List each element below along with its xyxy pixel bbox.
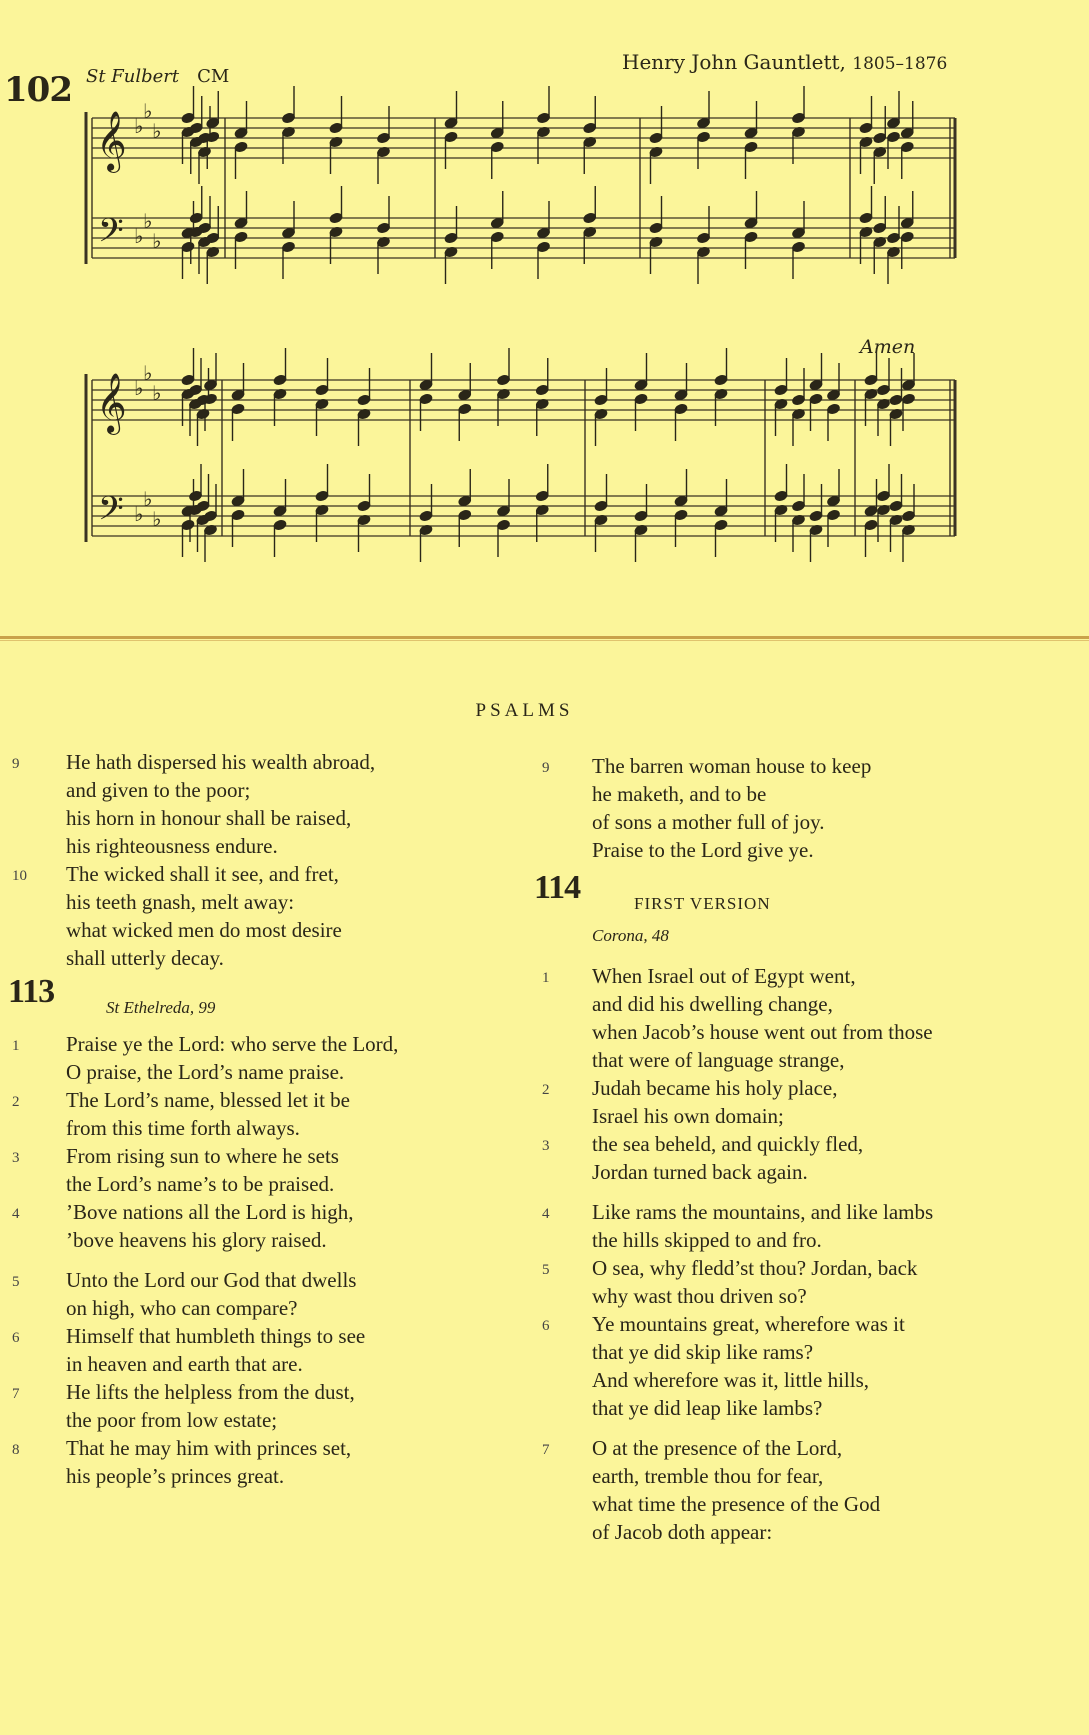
psalm113-continued (530, 752, 1089, 864)
psalm114-heading (530, 868, 1089, 918)
psalm112-continued (0, 748, 520, 972)
verse-line (0, 1142, 520, 1170)
psalm113-stanza-1 (0, 1030, 520, 1254)
verse-line (530, 1158, 1089, 1186)
verse-number: 1 (542, 970, 550, 986)
verse-text: of sons a mother full of joy. (592, 810, 825, 834)
verse-text: And wherefore was it, little hills, (592, 1368, 870, 1392)
verse-line (530, 1366, 1089, 1394)
verse-line (0, 748, 520, 776)
verse-text: his righteousness endure. (66, 834, 278, 858)
svg-text:♭: ♭ (143, 209, 153, 233)
verse-text: Ye mountains great, wherefore was it (592, 1312, 905, 1336)
verse-line (0, 804, 520, 832)
psalm114-tune: Corona, 48 (592, 926, 669, 945)
verse-text: Jordan turned back again. (592, 1160, 808, 1184)
verse-line (530, 752, 1089, 780)
psalm114-stanza-1 (530, 962, 1089, 1186)
verse-number: 2 (12, 1094, 20, 1110)
verse-line (530, 1226, 1089, 1254)
verse-line (530, 1490, 1089, 1518)
verse-text: Israel his own domain; (592, 1104, 784, 1128)
verse-line (0, 1378, 520, 1406)
svg-text:𝄢: 𝄢 (98, 212, 124, 258)
verse-number: 7 (542, 1442, 550, 1458)
verse-line (530, 1282, 1089, 1310)
svg-text:𝄞: 𝄞 (96, 111, 127, 171)
verse-line (530, 962, 1089, 990)
verse-text: Like rams the mountains, and like lambs (592, 1200, 934, 1224)
verse-number: 3 (12, 1150, 20, 1166)
tune-meter: CM (197, 66, 230, 87)
psalm113-tune: St Ethelreda, 99 (106, 998, 216, 1017)
music-score (0, 0, 1089, 600)
verse-line (530, 808, 1089, 836)
verse-line (530, 990, 1089, 1018)
verse-line (530, 1102, 1089, 1130)
hymn-number: 102 (4, 70, 72, 110)
svg-text:♭: ♭ (152, 119, 162, 143)
svg-text:♭: ♭ (152, 229, 162, 253)
verse-text: He hath dispersed his wealth abroad, (66, 750, 376, 774)
verse-number: 4 (12, 1206, 20, 1222)
verse-text: the Lord’s name’s to be praised. (66, 1172, 335, 1196)
verse-text: the poor from low estate; (66, 1408, 278, 1432)
psalm114-version: FIRST VERSION (634, 894, 771, 913)
verse-text: what time the presence of the God (592, 1492, 881, 1516)
psalm114-stanza-2 (530, 1198, 1089, 1422)
verse-number: 5 (542, 1262, 550, 1278)
verse-number: 10 (12, 868, 27, 884)
verse-number: 5 (12, 1274, 20, 1290)
verse-line (0, 1462, 520, 1490)
composer-dates: 1805–1876 (852, 54, 948, 74)
verse-line (0, 1266, 520, 1294)
amen-label: Amen (860, 336, 916, 358)
verse-text: on high, who can compare? (66, 1296, 298, 1320)
verse-line (530, 780, 1089, 808)
verse-line (530, 1338, 1089, 1366)
verse-line (530, 1462, 1089, 1490)
verse-line (530, 836, 1089, 864)
verse-text: Himself that humbleth things to see (66, 1324, 366, 1348)
verse-text: in heaven and earth that are. (66, 1352, 303, 1376)
clefs (96, 99, 161, 536)
svg-text:𝄢: 𝄢 (98, 490, 124, 536)
verse-text: The Lord’s name, blessed let it be (66, 1088, 351, 1112)
verse-line (530, 1198, 1089, 1226)
verse-text: ’Bove nations all the Lord is high, (66, 1200, 354, 1224)
section-divider-shadow (0, 640, 1089, 641)
psalm114-stanza-3 (530, 1434, 1089, 1546)
verse-number: 4 (542, 1206, 550, 1222)
section-divider (0, 636, 1089, 639)
psalm113-stanza-2 (0, 1266, 520, 1490)
verse-line (0, 1170, 520, 1198)
verse-text: that ye did skip like rams? (592, 1340, 814, 1364)
verse-text: and given to the poor; (66, 778, 251, 802)
psalm113-heading (0, 972, 520, 1030)
svg-text:♭: ♭ (134, 376, 144, 400)
verse-text: when Jacob’s house went out from those (592, 1020, 933, 1044)
verse-text: that were of language strange, (592, 1048, 845, 1072)
verse-text: The wicked shall it see, and fret, (66, 862, 339, 886)
verse-text: of Jacob doth appear: (592, 1520, 773, 1544)
verse-line (0, 860, 520, 888)
verse-number: 6 (12, 1330, 20, 1346)
verse-line (530, 1254, 1089, 1282)
verse-line (530, 1018, 1089, 1046)
verse-text: his teeth gnash, melt away: (66, 890, 295, 914)
svg-text:♭: ♭ (134, 224, 144, 248)
verse-text: he maketh, and to be (592, 782, 767, 806)
section-title: PSALMS (475, 700, 574, 721)
verse-line (0, 888, 520, 916)
verse-line (530, 1130, 1089, 1158)
left-column (0, 748, 520, 1490)
verse-text: why wast thou driven so? (592, 1284, 807, 1308)
right-column (530, 752, 1089, 1546)
verse-number: 9 (12, 756, 20, 772)
verse-text: his people’s princes great. (66, 1464, 285, 1488)
verse-text: the sea beheld, and quickly fled, (592, 1132, 864, 1156)
verse-line (0, 1198, 520, 1226)
verse-number: 9 (542, 760, 550, 776)
verse-line (0, 1406, 520, 1434)
verse-number: 1 (12, 1038, 20, 1054)
svg-text:♭: ♭ (143, 487, 153, 511)
verse-text: the hills skipped to and fro. (592, 1228, 822, 1252)
svg-text:♭: ♭ (143, 361, 153, 385)
svg-text:♭: ♭ (134, 114, 144, 138)
verse-number: 2 (542, 1082, 550, 1098)
verse-text: O sea, why fledd’st thou? Jordan, back (592, 1256, 918, 1280)
verse-line (0, 776, 520, 804)
verse-line (530, 1518, 1089, 1546)
composer-name: Henry John Gauntlett, (622, 50, 846, 74)
verse-text: Praise to the Lord give ye. (592, 838, 814, 862)
verse-line (0, 944, 520, 972)
bar-lines (86, 112, 955, 542)
verse-line (0, 1350, 520, 1378)
verse-line (0, 1322, 520, 1350)
verse-line (0, 1114, 520, 1142)
verse-line (0, 832, 520, 860)
verse-text: The barren woman house to keep (592, 754, 872, 778)
verse-number: 3 (542, 1138, 550, 1154)
verse-line (530, 1434, 1089, 1462)
verse-text: earth, tremble thou for fear, (592, 1464, 824, 1488)
verse-text: Praise ye the Lord: who serve the Lord, (66, 1032, 399, 1056)
verse-line (0, 1294, 520, 1322)
tune-title: St Fulbert (86, 66, 180, 87)
verse-line (530, 1074, 1089, 1102)
verse-line (0, 1434, 520, 1462)
verse-text: He lifts the helpless from the dust, (66, 1380, 355, 1404)
verse-line (530, 1310, 1089, 1338)
psalm113-number: 113 (8, 973, 55, 1010)
verse-line (530, 1394, 1089, 1422)
verse-number: 6 (542, 1318, 550, 1334)
verse-text: shall utterly decay. (66, 946, 224, 970)
verse-text: Unto the Lord our God that dwells (66, 1268, 357, 1292)
verse-line (0, 1030, 520, 1058)
verse-text: and did his dwelling change, (592, 992, 833, 1016)
verse-text: That he may him with princes set, (66, 1436, 352, 1460)
svg-text:𝄞: 𝄞 (96, 373, 127, 433)
verse-text: O at the presence of the Lord, (592, 1436, 843, 1460)
verse-text: his horn in honour shall be raised, (66, 806, 352, 830)
svg-text:♭: ♭ (152, 507, 162, 531)
svg-text:♭: ♭ (143, 99, 153, 123)
verse-text: When Israel out of Egypt went, (592, 964, 856, 988)
svg-text:♭: ♭ (152, 381, 162, 405)
verse-text: ’bove heavens his glory raised. (66, 1228, 327, 1252)
verse-text: what wicked men do most desire (66, 918, 342, 942)
verse-text: from this time forth always. (66, 1116, 300, 1140)
verse-line (530, 1046, 1089, 1074)
verse-text: Judah became his holy place, (592, 1076, 838, 1100)
verse-text: From rising sun to where he sets (66, 1144, 339, 1168)
psalm114-number: 114 (534, 869, 581, 906)
verse-line (0, 1086, 520, 1114)
verse-text: O praise, the Lord’s name praise. (66, 1060, 345, 1084)
svg-text:♭: ♭ (134, 502, 144, 526)
verse-line (0, 1058, 520, 1086)
verse-number: 7 (12, 1386, 20, 1402)
verse-line (0, 916, 520, 944)
verse-number: 8 (12, 1442, 20, 1458)
verse-line (0, 1226, 520, 1254)
verse-text: that ye did leap like lambs? (592, 1396, 823, 1420)
